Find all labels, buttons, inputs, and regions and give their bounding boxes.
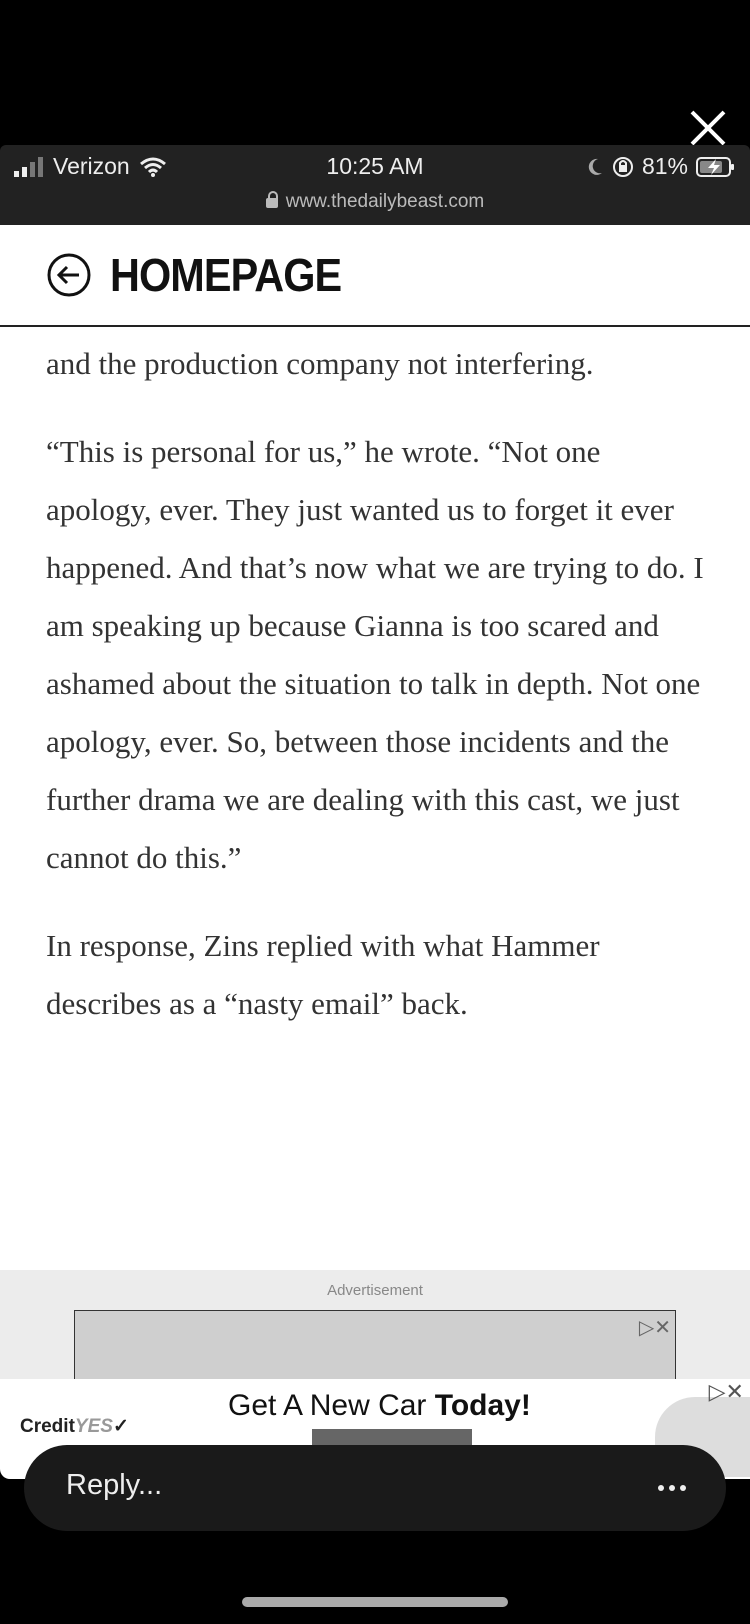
paragraph: “This is personal for us,” he wrote. “Not one apology, ever. They just wanted us to forget it ever happened. And that’s now what we are trying to do. I am speaking up because Gianna is too scared and ashamed about the situation to talk in depth. Not one apology, ever. So, between those incidents and the further drama we are dealing with this cast, we just cannot do this.”: [46, 434, 704, 875]
home-indicator[interactable]: [242, 1597, 508, 1607]
paragraph: and the production company not interfering.: [46, 346, 594, 381]
banner-logo: CreditYES✓: [20, 1416, 129, 1437]
advertisement-area: [0, 1270, 750, 1379]
battery-percent: 81%: [641, 153, 688, 179]
more-options-icon[interactable]: [658, 1485, 686, 1491]
article-body: [0, 335, 750, 1033]
moon-icon: [586, 157, 604, 177]
lock-icon: [266, 198, 278, 208]
status-bar: [0, 145, 750, 225]
orientation-lock-icon: [612, 156, 634, 178]
clock: 10:25 AM: [326, 153, 424, 179]
reply-bar[interactable]: [24, 1445, 726, 1531]
battery-charging-icon: [696, 156, 736, 178]
ad-close-icon[interactable]: ▷✕: [708, 1379, 744, 1404]
homepage-link[interactable]: HOMEPAGE: [110, 249, 342, 301]
paragraph: In response, Zins replied with what Hammer describes as a “nasty email” back.: [46, 928, 600, 1021]
close-icon[interactable]: [686, 106, 730, 150]
ad-choices-icon[interactable]: ▷✕: [638, 1317, 671, 1339]
advertisement-label: Advertisement: [327, 1282, 423, 1299]
web-page: [0, 225, 750, 1379]
site-header: [0, 225, 750, 327]
url-text: www.thedailybeast.com: [285, 191, 485, 212]
banner-headline: Get A New Car Today!: [228, 1389, 531, 1422]
url-bar[interactable]: [0, 191, 750, 213]
carrier-name: Verizon: [53, 153, 130, 179]
back-arrow-icon[interactable]: [46, 252, 92, 298]
ad-placeholder[interactable]: [74, 1310, 676, 1379]
status-right: [586, 153, 736, 180]
reply-input[interactable]: Reply...: [66, 1469, 163, 1501]
